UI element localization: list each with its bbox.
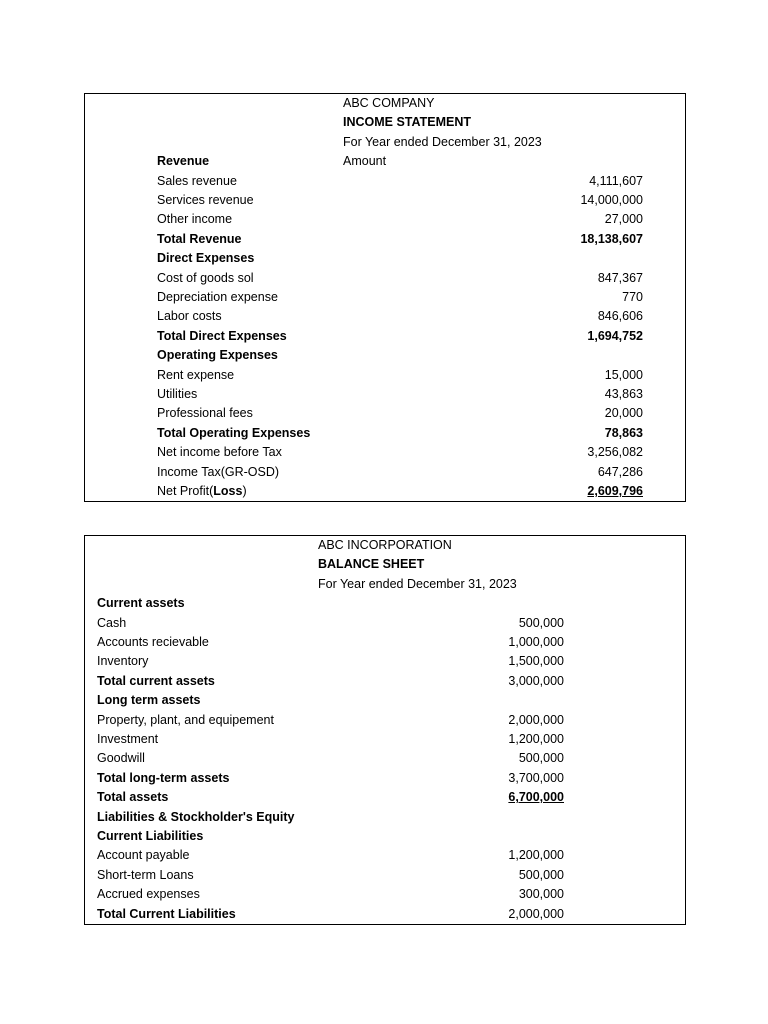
total-value: 18,138,607: [580, 231, 643, 246]
row-label: Net income before Tax: [157, 445, 282, 460]
row-label: Investment: [97, 732, 159, 746]
section-header: Current Liabilities: [97, 829, 204, 843]
row-value: 2,000,000: [508, 712, 564, 727]
statement-title: INCOME STATEMENT: [343, 115, 472, 130]
total-label: Total Direct Expenses: [157, 328, 287, 343]
net-profit-prefix: Net Profit(: [157, 484, 214, 498]
total-label: Total current assets: [97, 673, 215, 688]
total-value: 3,000,000: [508, 673, 564, 688]
row-label: Depreciation expense: [157, 290, 278, 304]
section-header: Liabilities & Stockholder's Equity: [97, 809, 295, 824]
row-value: 500,000: [518, 615, 564, 630]
row-label: Utilities: [157, 387, 198, 401]
row-value: 300,000: [518, 887, 564, 902]
row-value: 43,863: [604, 387, 643, 401]
row-label: Income Tax(GR-OSD): [157, 464, 280, 479]
row-label: Services revenue: [157, 193, 254, 207]
row-value: 647,286: [597, 464, 643, 479]
row-label: Rent expense: [157, 367, 235, 382]
row-value: 14,000,000: [580, 193, 643, 207]
balance-sheet-table: [84, 535, 686, 925]
statement-period: For Year ended December 31, 2023: [343, 134, 542, 149]
row-value: 500,000: [518, 867, 564, 882]
row-label: Short-term Loans: [97, 867, 194, 882]
total-label: Total assets: [97, 790, 169, 805]
row-label: Inventory: [97, 654, 149, 669]
section-header: Direct Expenses: [157, 251, 255, 266]
statement-title: BALANCE SHEET: [318, 557, 425, 572]
revenue-header: Revenue: [157, 154, 210, 169]
row-value: 1,000,000: [508, 635, 564, 649]
row-value: 1,200,000: [508, 732, 564, 746]
row-label: Other income: [157, 212, 233, 227]
income-statement-table: [84, 93, 686, 502]
row-value: 847,367: [597, 270, 643, 285]
section-header: Long term assets: [97, 693, 201, 708]
row-label: Labor costs: [157, 309, 222, 324]
total-assets-value: [424, 788, 564, 807]
row-value: 20,000: [604, 406, 643, 421]
total-value: 78,863: [604, 425, 643, 440]
row-label: Accounts recievable: [97, 635, 209, 649]
net-profit-amount: 2,609,796: [587, 484, 643, 498]
section-header: Operating Expenses: [157, 348, 278, 363]
row-value: 4,111,607: [589, 173, 643, 188]
amount-header: Amount: [343, 154, 387, 169]
total-value: 1,694,752: [587, 328, 643, 343]
statement-period: For Year ended December 31, 2023: [318, 576, 517, 591]
row-value: 846,606: [597, 309, 643, 324]
section-header: Current assets: [97, 596, 185, 611]
row-label: Cost of goods sol: [157, 270, 254, 285]
total-assets-amount: 6,700,000: [508, 790, 564, 805]
row-label: Accrued expenses: [97, 887, 200, 902]
total-label: Total Revenue: [157, 231, 242, 246]
row-label: Sales revenue: [157, 173, 237, 188]
total-value: 3,700,000: [508, 770, 564, 785]
row-value: 500,000: [518, 751, 564, 766]
company-name: ABC COMPANY: [343, 96, 435, 110]
total-label: Total Operating Expenses: [157, 425, 311, 440]
total-value: 2,000,000: [508, 906, 564, 921]
row-value: 770: [622, 290, 643, 304]
total-label: Total Current Liabilities: [97, 906, 236, 921]
company-name: ABC INCORPORATION: [318, 538, 452, 552]
row-label: Goodwill: [97, 751, 145, 766]
net-profit-value: [503, 482, 643, 501]
net-profit-loss: Loss: [213, 484, 243, 498]
net-profit-label: [157, 482, 247, 501]
row-value: 15,000: [604, 367, 643, 382]
row-label: Cash: [97, 615, 127, 630]
total-label: Total long-term assets: [97, 770, 230, 785]
row-value: 1,500,000: [508, 654, 564, 669]
row-label: Professional fees: [157, 406, 253, 421]
net-profit-suffix: ): [242, 484, 247, 498]
row-value: 1,200,000: [508, 848, 564, 863]
row-value: 3,256,082: [587, 445, 643, 460]
row-value: 27,000: [604, 212, 643, 227]
row-label: Property, plant, and equipement: [97, 712, 274, 727]
row-label: Account payable: [97, 848, 190, 863]
